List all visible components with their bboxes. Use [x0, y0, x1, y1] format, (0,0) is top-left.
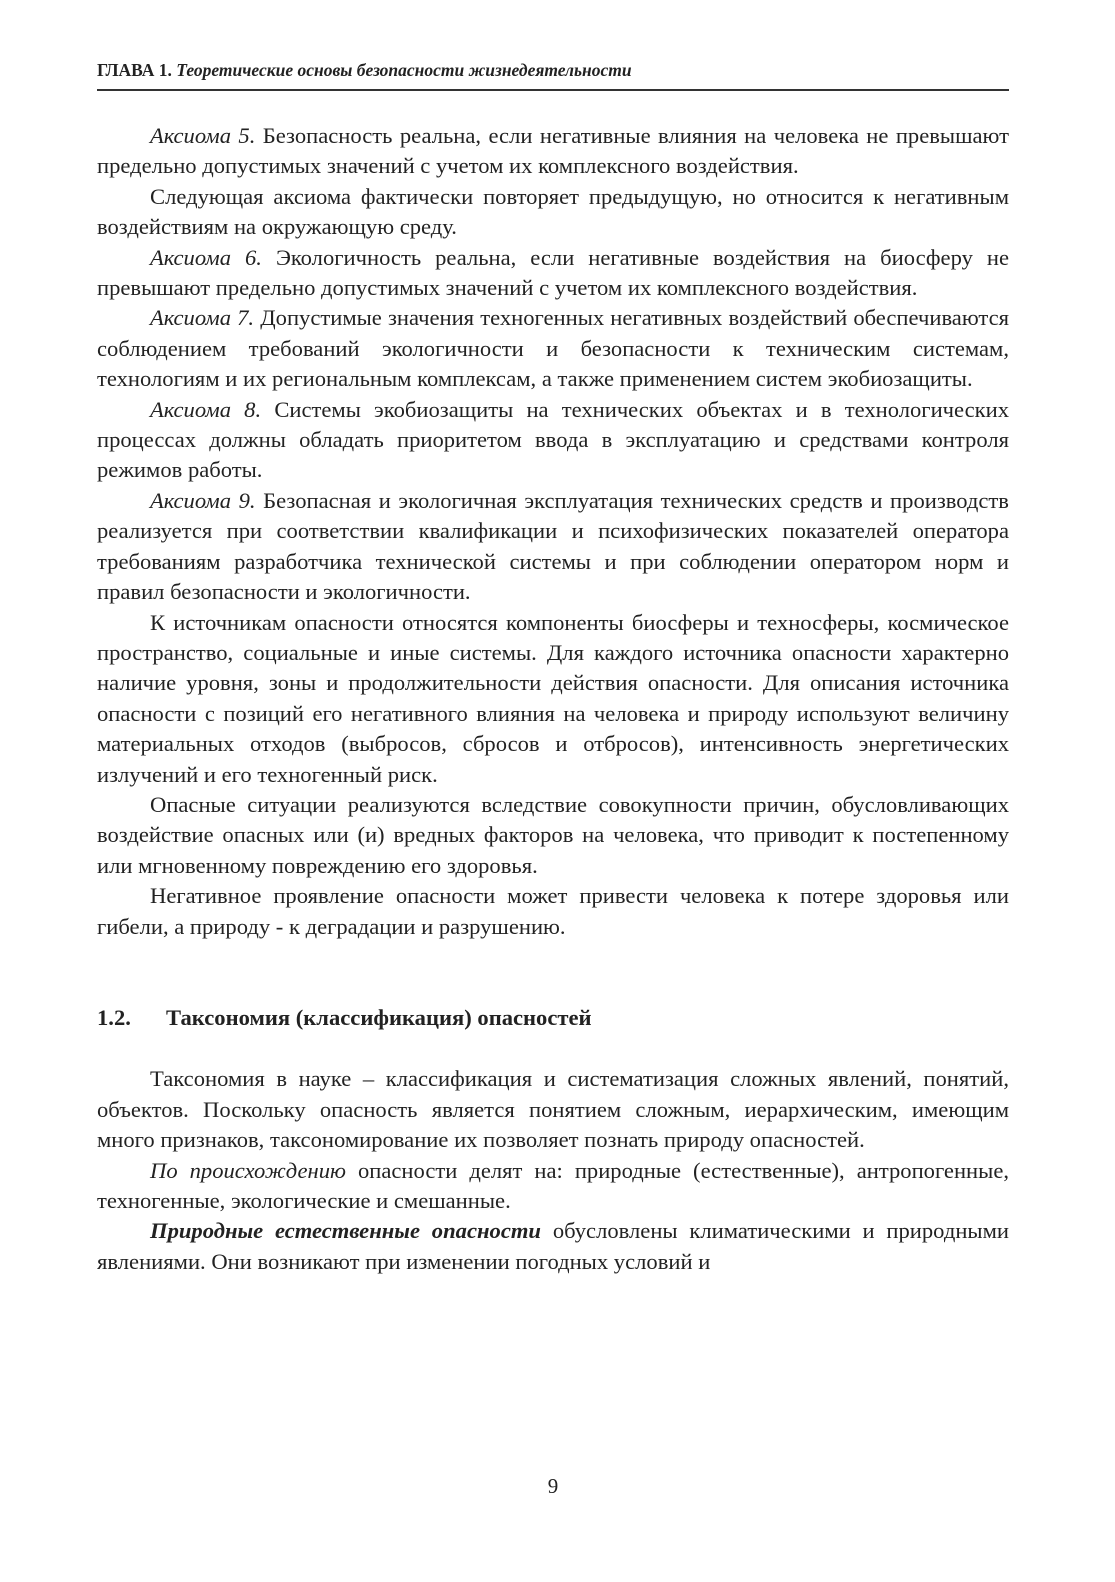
- axiom-label: Аксиома 9.: [150, 487, 256, 513]
- axiom-text: Экологичность реальна, если негативные воздействия на биосферу не превышают предельно допустимых значений с учетом их комплексного воздействия.: [97, 244, 1009, 301]
- paragraph-natural: [97, 1216, 1009, 1277]
- origin-label: По происхождению: [150, 1157, 346, 1183]
- axiom-text: Системы экобиозащиты на технических объектах и в технологических процессах должны обладать приоритетом ввода в эксплуатацию и средствами контроля режимов работы.: [97, 396, 1010, 483]
- paragraph-origin: [97, 1156, 1009, 1217]
- paragraph-sources: К источникам опасности относятся компоненты биосферы и техносферы, космическое пространство, социальные и иные системы. Для каждого источника опасности характерно наличие уровня, зоны и продолжительности действия опасности. Для описания источника опасности с позиций его негативного влияния на человека и природу используют величину материальных отходов (выбросов, сбросов и отбросов), интенсивность энергетических излучений и его техногенный риск.: [97, 609, 1009, 787]
- section-number: 1.2.: [97, 1004, 131, 1030]
- section-heading: [97, 1003, 1009, 1033]
- paragraph-taxonomy: Таксономия в науке – классификация и систематизация сложных явлений, понятий, объектов. Поскольку опасность является понятием сложным, иерархическим, имеющим много признаков, таксономирование их позволяет познать природу опасностей.: [97, 1066, 1009, 1153]
- axiom-label: Аксиома 6.: [150, 244, 262, 270]
- origin-text: опасности делят на: природные (естественные), антропогенные, техногенные, экологические и смешанные.: [97, 1157, 1009, 1213]
- axiom-text: Безопасная и экологичная эксплуатация технических средств и производств реализуется при соответствии квалификации и психофизических показателей оператора требованиям разработчика технической системы и при соблюдении оператором норм и правил безопасности и экологичности.: [97, 487, 1009, 605]
- page-number: 9: [547, 1474, 559, 1498]
- axiom-label: Аксиома 8.: [150, 396, 262, 422]
- natural-label: Природные естественные опасности: [150, 1218, 541, 1244]
- chapter-label: ГЛАВА 1.: [97, 60, 172, 80]
- axiom-label: Аксиома 5.: [150, 123, 256, 148]
- page: [97, 0, 1009, 1582]
- axiom-text: Безопасность реальна, если негативные влияния на человека не превышают предельно допустимых значений с учетом их комплексного воздействия.: [97, 123, 1009, 179]
- axiom-text: Допустимые значения техногенных негативных воздействий обеспечиваются соблюдением требований экологичности и безопасности к техническим системам, технологиям и их региональным комплексам, а также применением систем экобиозащиты.: [97, 305, 1009, 392]
- paragraph-situations: Опасные ситуации реализуются вследствие совокупности причин, обусловливающих воздействие опасных или (и) вредных факторов на человека, что приводит к постепенному или мгновенному повреждению его здоровья.: [97, 791, 1009, 878]
- section-title: Таксономия (классификация) опасностей: [166, 1004, 592, 1030]
- paragraph-next-axiom: Следующая аксиома фактически повторяет предыдущую, но относится к негативным воздействиям на окружающую среду.: [97, 183, 1009, 240]
- chapter-title: Теоретические основы безопасности жизнедеятельности: [176, 60, 632, 80]
- running-header: [97, 60, 1009, 91]
- paragraph-axiom-7: [97, 303, 1009, 394]
- body-text: [97, 121, 1009, 1277]
- paragraph-axiom-8: [97, 395, 1009, 486]
- natural-text: обусловлены климатическими и природными явлениями. Они возникают при изменении погодных условий и: [97, 1218, 1009, 1274]
- paragraph-axiom-5: [97, 121, 1009, 182]
- paragraph-negative: Негативное проявление опасности может привести человека к потере здоровья или гибели, а природу - к деградации и разрушению.: [97, 883, 1009, 939]
- paragraph-axiom-6: [97, 243, 1009, 304]
- paragraph-axiom-9: [97, 486, 1009, 608]
- axiom-label: Аксиома 7.: [150, 305, 255, 331]
